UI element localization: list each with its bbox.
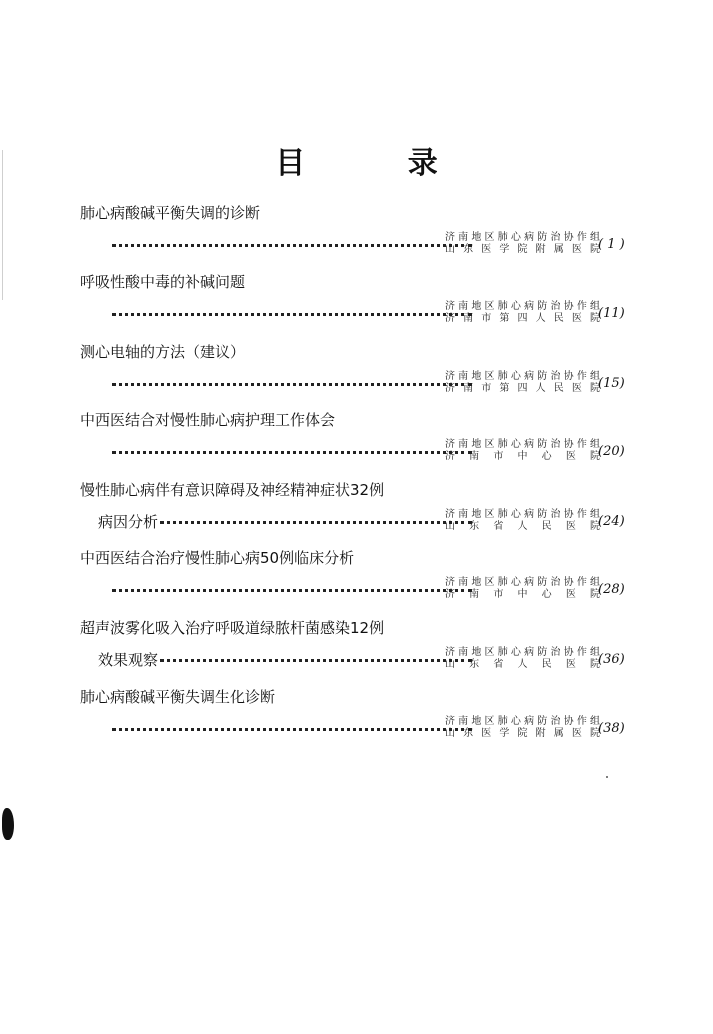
author-line: 济南市第四人民医院 xyxy=(445,383,600,394)
toc-entry-authors xyxy=(445,371,600,395)
toc-entry xyxy=(80,271,640,329)
toc-entry-detail xyxy=(80,439,640,467)
toc-entry-detail xyxy=(80,577,640,605)
page-title: 目 录 xyxy=(275,146,484,181)
toc-entry xyxy=(80,479,640,537)
author-line: 济南地区肺心病防治协作组 xyxy=(445,301,600,312)
author-line: 济南地区肺心病防治协作组 xyxy=(445,577,600,588)
author-line: 山东医学院附属医院 xyxy=(445,244,600,255)
dot-leader xyxy=(160,521,472,524)
toc-entry-title: 测心电轴的方法（建议） xyxy=(80,343,246,361)
toc-entry-detail xyxy=(80,716,640,744)
dot-leader xyxy=(112,451,472,454)
toc-entry-detail xyxy=(80,371,640,399)
toc-entry-page: (38) xyxy=(598,721,625,736)
toc-entry-page: (24) xyxy=(598,514,625,529)
author-line: 济南地区肺心病防治协作组 xyxy=(445,232,600,243)
toc-entry-authors xyxy=(445,232,600,256)
toc-entry-detail xyxy=(80,232,640,260)
dot-leader xyxy=(112,383,472,386)
author-line: 济南地区肺心病防治协作组 xyxy=(445,371,600,382)
dot-leader xyxy=(112,244,472,247)
author-line: 济南地区肺心病防治协作组 xyxy=(445,439,600,450)
dot-leader xyxy=(112,728,472,731)
toc-entry-page: (15) xyxy=(598,376,625,391)
dot-leader xyxy=(112,589,472,592)
dot-leader xyxy=(160,659,472,662)
toc-entry-title: 肺心病酸碱平衡失调生化诊断 xyxy=(80,688,276,706)
author-line: 山东医学院附属医院 xyxy=(445,728,600,739)
author-line: 济南地区肺心病防治协作组 xyxy=(445,647,600,658)
toc-entry-page: (11) xyxy=(598,306,625,321)
toc-entry xyxy=(80,547,640,605)
author-line: 山东省人民医院 xyxy=(445,659,600,670)
toc-entry xyxy=(80,686,640,744)
toc-entry-page: (20) xyxy=(598,444,625,459)
toc-entry-authors xyxy=(445,439,600,463)
toc-entry xyxy=(80,202,640,260)
scan-dot xyxy=(606,776,608,778)
toc-entry-title: 慢性肺心病伴有意识障碍及神经精神症状32例 xyxy=(80,481,385,499)
toc-entry-page: ( 1 ) xyxy=(598,237,625,252)
toc-entry-title-continuation: 病因分析 xyxy=(98,513,159,531)
author-line: 济南地区肺心病防治协作组 xyxy=(445,716,600,727)
toc-entry-page: (28) xyxy=(598,582,625,597)
toc-entry-detail xyxy=(80,301,640,329)
toc-entry-authors xyxy=(445,509,600,533)
toc-entry xyxy=(80,341,640,399)
toc-entry xyxy=(80,409,640,467)
toc-entry-detail xyxy=(80,647,640,675)
toc-entry-authors xyxy=(445,716,600,740)
toc-entry-authors xyxy=(445,647,600,671)
toc-entry-title: 肺心病酸碱平衡失调的诊断 xyxy=(80,204,261,222)
toc-entry-title: 呼吸性酸中毒的补碱问题 xyxy=(80,273,246,291)
author-line: 济南市第四人民医院 xyxy=(445,313,600,324)
dot-leader xyxy=(112,313,472,316)
toc-entry-detail xyxy=(80,509,640,537)
toc-entry-page: (36) xyxy=(598,652,625,667)
toc-entry-authors xyxy=(445,301,600,325)
toc-entry-title: 中西医结合对慢性肺心病护理工作体会 xyxy=(80,411,336,429)
scan-ink-speck xyxy=(2,808,14,840)
toc-entry-title: 超声波雾化吸入治疗呼吸道绿脓杆菌感染12例 xyxy=(80,619,385,637)
toc-entry xyxy=(80,617,640,675)
toc-entry-title: 中西医结合治疗慢性肺心病50例临床分析 xyxy=(80,549,355,567)
author-line: 济南地区肺心病防治协作组 xyxy=(445,509,600,520)
author-line: 济南市中心医院 xyxy=(445,451,600,462)
toc-entry-authors xyxy=(445,577,600,601)
toc-entry-title-continuation: 效果观察 xyxy=(98,651,159,669)
author-line: 山东省人民医院 xyxy=(445,521,600,532)
author-line: 济南市中心医院 xyxy=(445,589,600,600)
